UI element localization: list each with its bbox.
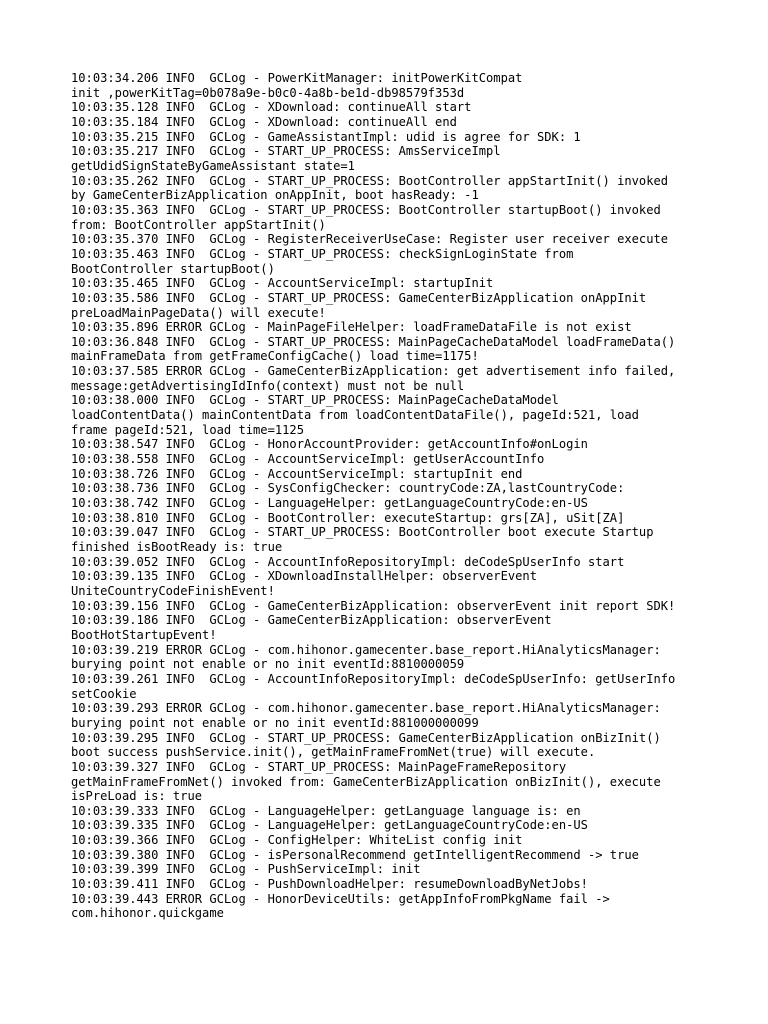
log-line: BootController startupBoot() <box>71 261 275 276</box>
log-line: frame pageId:521, load time=1125 <box>71 422 304 437</box>
log-line: boot success pushService.init(), getMainFrameFromNet(true) will execute. <box>71 745 596 760</box>
log-line: 10:03:38.547 INFO GCLog - HonorAccountProvider: getAccountInfo#onLogin <box>71 437 588 452</box>
log-line: getMainFrameFromNet() invoked from: GameCenterBizApplication onBizInit(), execute <box>71 774 661 789</box>
log-line: 10:03:39.366 INFO GCLog - ConfigHelper: WhiteList config init <box>71 833 523 848</box>
log-line: 10:03:35.363 INFO GCLog - START_UP_PROCESS: BootController startupBoot() invoked <box>71 202 661 217</box>
log-line: 10:03:35.128 INFO GCLog - XDownload: continueAll start <box>71 100 472 115</box>
log-line: 10:03:39.135 INFO GCLog - XDownloadInstallHelper: observerEvent <box>71 569 537 584</box>
log-line: UniteCountryCodeFinishEvent! <box>71 583 275 598</box>
log-line: message:getAdvertisingIdInfo(context) must not be null <box>71 378 465 393</box>
log-line: 10:03:36.848 INFO GCLog - START_UP_PROCESS: MainPageCacheDataModel loadFrameData() <box>71 334 676 349</box>
log-line: 10:03:35.262 INFO GCLog - START_UP_PROCESS: BootController appStartInit() invoked <box>71 173 669 188</box>
log-line: 10:03:39.219 ERROR GCLog - com.hihonor.gamecenter.base_report.HiAnalyticsManager: <box>71 642 661 657</box>
log-line: setCookie <box>71 686 137 701</box>
log-line: 10:03:37.585 ERROR GCLog - GameCenterBizApplication: get advertisement info failed, <box>71 364 676 379</box>
log-line: 10:03:39.411 INFO GCLog - PushDownloadHelper: resumeDownloadByNetJobs! <box>71 877 588 892</box>
log-line: 10:03:38.000 INFO GCLog - START_UP_PROCESS: MainPageCacheDataModel <box>71 393 559 408</box>
log-line: burying point not enable or no init eventId:881000000099 <box>71 715 479 730</box>
log-line: isPreLoad is: true <box>71 789 203 804</box>
log-line: 10:03:39.333 INFO GCLog - LanguageHelper: getLanguage language is: en <box>71 803 581 818</box>
log-line: 10:03:35.896 ERROR GCLog - MainPageFileHelper: loadFrameDataFile is not exist <box>71 320 632 335</box>
log-line: 10:03:39.261 INFO GCLog - AccountInfoRepositoryImpl: deCodeSpUserInfo: getUserInfo <box>71 671 676 686</box>
log-document <box>71 71 711 921</box>
log-line: 10:03:39.186 INFO GCLog - GameCenterBizApplication: observerEvent <box>71 613 552 628</box>
log-line: getUdidSignStateByGameAssistant state=1 <box>71 158 355 173</box>
log-line: 10:03:35.586 INFO GCLog - START_UP_PROCESS: GameCenterBizApplication onAppInit <box>71 290 647 305</box>
log-body <box>71 71 711 921</box>
log-line: 10:03:38.810 INFO GCLog - BootController: executeStartup: grs[ZA], uSit[ZA] <box>71 510 625 525</box>
log-line: 10:03:35.217 INFO GCLog - START_UP_PROCESS: AmsServiceImpl <box>71 144 501 159</box>
log-line: com.hihonor.quickgame <box>71 906 224 921</box>
log-line: 10:03:38.558 INFO GCLog - AccountServiceImpl: getUserAccountInfo <box>71 452 545 467</box>
log-line: finished isBootReady is: true <box>71 540 283 554</box>
log-line: 10:03:39.047 INFO GCLog - START_UP_PROCESS: BootController boot execute Startup <box>71 525 654 540</box>
log-line: 10:03:34.206 INFO GCLog - PowerKitManager: initPowerKitCompat <box>71 71 523 85</box>
log-line: 10:03:39.443 ERROR GCLog - HonorDeviceUtils: getAppInfoFromPkgName fail -> <box>71 891 610 906</box>
log-line: 10:03:38.736 INFO GCLog - SysConfigChecker: countryCode:ZA,lastCountryCode: <box>71 481 625 496</box>
log-line: 10:03:35.215 INFO GCLog - GameAssistantImpl: udid is agree for SDK: 1 <box>71 129 581 144</box>
log-line: preLoadMainPageData() will execute! <box>71 305 326 320</box>
log-line: 10:03:35.370 INFO GCLog - RegisterReceiverUseCase: Register user receiver execute <box>71 232 669 247</box>
log-line: 10:03:35.184 INFO GCLog - XDownload: continueAll end <box>71 114 457 129</box>
log-line: burying point not enable or no init eventId:8810000059 <box>71 657 465 672</box>
log-line: 10:03:38.742 INFO GCLog - LanguageHelper: getLanguageCountryCode:en-US <box>71 496 588 511</box>
log-line: 10:03:39.293 ERROR GCLog - com.hihonor.gamecenter.base_report.HiAnalyticsManager: <box>71 701 661 716</box>
log-line: 10:03:39.052 INFO GCLog - AccountInfoRepositoryImpl: deCodeSpUserInfo start <box>71 554 625 569</box>
log-line: BootHotStartupEvent! <box>71 627 217 642</box>
log-line: 10:03:39.380 INFO GCLog - isPersonalRecommend getIntelligentRecommend -> true <box>71 847 639 862</box>
log-line: 10:03:35.463 INFO GCLog - START_UP_PROCESS: checkSignLoginState from <box>71 246 574 261</box>
log-line: by GameCenterBizApplication onAppInit, boot hasReady: -1 <box>71 188 479 203</box>
log-line: 10:03:38.726 INFO GCLog - AccountServiceImpl: startupInit end <box>71 466 523 481</box>
log-line: loadContentData() mainContentData from loadContentDataFile(), pageId:521, load <box>71 408 639 423</box>
log-line: from: BootController appStartInit() <box>71 217 326 232</box>
log-line: 10:03:39.335 INFO GCLog - LanguageHelper: getLanguageCountryCode:en-US <box>71 818 588 833</box>
log-line: mainFrameData from getFrameConfigCache() load time=1175! <box>71 349 479 364</box>
log-line: 10:03:39.295 INFO GCLog - START_UP_PROCESS: GameCenterBizApplication onBizInit() <box>71 730 661 745</box>
log-line: 10:03:39.156 INFO GCLog - GameCenterBizApplication: observerEvent init report SDK! <box>71 598 676 613</box>
log-line: 10:03:39.399 INFO GCLog - PushServiceImpl: init <box>71 862 421 877</box>
log-line: init ,powerKitTag=0b078a9e-b0c0-4a8b-be1d-db98579f353d <box>71 85 465 100</box>
log-line: 10:03:35.465 INFO GCLog - AccountServiceImpl: startupInit <box>71 276 494 291</box>
log-line: 10:03:39.327 INFO GCLog - START_UP_PROCESS: MainPageFrameRepository <box>71 759 567 774</box>
